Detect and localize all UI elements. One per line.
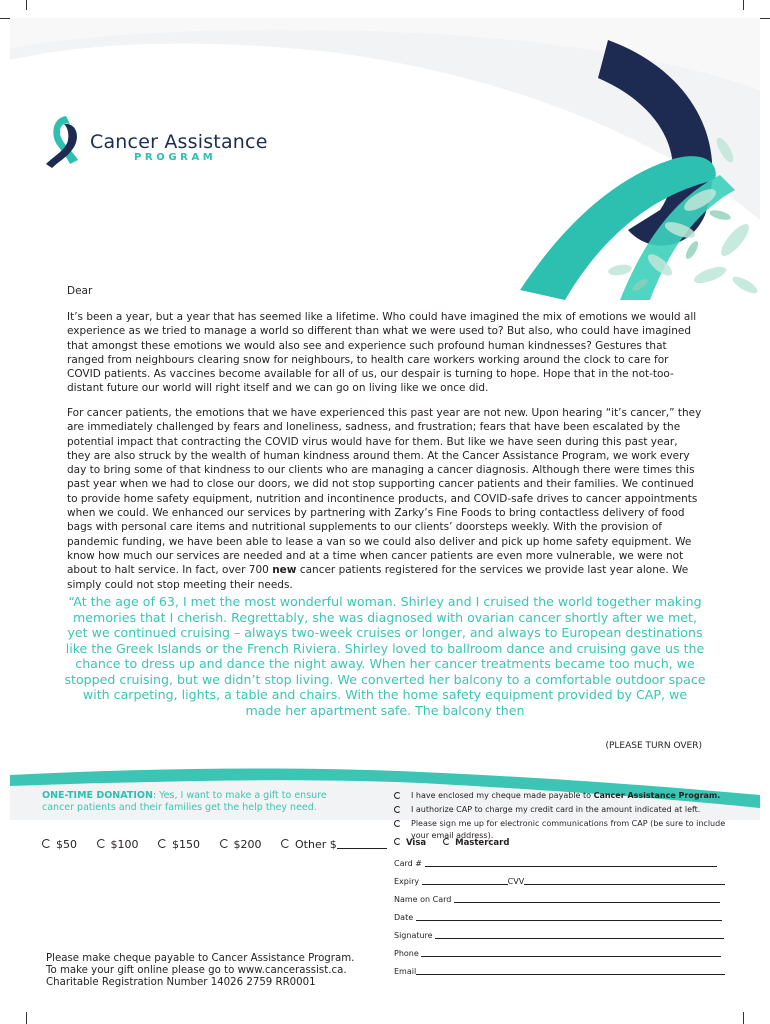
- expiry-field[interactable]: [394, 876, 725, 886]
- field-label: Date: [394, 913, 414, 922]
- radio-icon: [97, 839, 106, 848]
- cheque-line: Please make cheque payable to Cancer Assistance Program.: [46, 953, 355, 964]
- amount-label: $50: [56, 838, 77, 851]
- logo: [90, 131, 268, 163]
- crop-mark: [26, 1012, 27, 1024]
- amount-option-100[interactable]: [97, 838, 139, 851]
- option-label: I have enclosed my cheque made payable to: [411, 791, 592, 800]
- amount-option-other[interactable]: [281, 838, 387, 851]
- salutation: Dear: [67, 285, 93, 297]
- card-label: Visa: [406, 838, 427, 848]
- ribbon-icon: [44, 112, 88, 172]
- field-label: Signature: [394, 931, 433, 940]
- radio-icon: [42, 839, 51, 848]
- cvv-label: CVV: [507, 877, 525, 886]
- radio-icon: [158, 839, 167, 848]
- field-line: [422, 876, 508, 885]
- field-label: Email: [394, 967, 417, 976]
- field-line: [454, 894, 720, 903]
- card-number-field[interactable]: [394, 858, 717, 868]
- donation-text: : Yes, I want to make a gift to ensure cancer patients and their families get the help they need.: [42, 790, 327, 813]
- testimonial-quote: “At the age of 63, I met the most wonderful woman. Shirley and I cruised the world together making memories that I cherish. Regrettably, she was diagnosed with ovarian cancer shortly after we met, yet we continued cruising – always two-week cruises or longer, and always to European destinations like the Greek Islands or the French Riviera. Shirley loved to ballroom dance and cruising gave us the chance to dress up and dance the night away. When her cancer treatments became too much, we stopped cruising, but we didn’t stop living. We converted her balcony to a comfortable outdoor space with carpeting, lights, a table and chairs. With the home safety equipment provided by CAP, we made her apartment safe. The balcony then: [64, 594, 706, 718]
- amount-label: $150: [172, 838, 200, 851]
- field-line: [435, 930, 724, 939]
- field-line: [425, 858, 717, 867]
- paragraph-text: [67, 406, 703, 592]
- turn-over-note: (PLEASE TURN OVER): [605, 741, 702, 751]
- signature-field[interactable]: [394, 930, 724, 940]
- amount-option-50[interactable]: [42, 838, 77, 851]
- paragraph-text: It’s been a year, but a year that has seemed like a lifetime. Who could have imagined the mix of emotions we would all experience as we tried to manage a world so different than what we were used to? But also, who could have imagined that amongst these emotions we would also see and experience such profound human kindnesses? Gestures that ranged from neighbours clearing snow for neighbours, to health care workers working around the clock to care for COVID patients. As vaccines become available for all of us, our despair is turning to hope. Hope that in the not-too-distant future our world will right itself and we can go on living like we once did.: [67, 311, 697, 395]
- option-label: I authorize CAP to charge my credit card in the amount indicated at left.: [411, 805, 701, 815]
- amount-option-200[interactable]: [220, 838, 262, 851]
- amount-label: Other $: [295, 838, 337, 851]
- bold-word: new: [272, 564, 297, 577]
- card-label: Mastercard: [455, 838, 510, 848]
- email-field[interactable]: [394, 966, 725, 976]
- field-line: [416, 966, 725, 975]
- logo-title: Cancer Assistance: [90, 131, 268, 153]
- field-label: Expiry: [394, 877, 420, 886]
- radio-icon: [394, 838, 401, 845]
- logo-subtitle: PROGRAM: [134, 152, 217, 163]
- payment-options: [394, 790, 734, 844]
- radio-icon: [394, 792, 401, 799]
- donation-intro: [42, 790, 352, 814]
- amount-options: [42, 838, 403, 851]
- radio-icon: [443, 838, 450, 845]
- radio-icon: [394, 806, 401, 813]
- letter-paragraph-1: [67, 310, 703, 396]
- option-label: Please sign me up for electronic communications from CAP (be sure to include your email address).: [411, 819, 726, 840]
- field-line: [421, 948, 721, 957]
- option-credit-card[interactable]: [394, 804, 734, 815]
- radio-icon: [394, 820, 401, 827]
- donation-heading: ONE-TIME DONATION: [42, 790, 153, 801]
- name-on-card-field[interactable]: [394, 894, 720, 904]
- option-bold: Cancer Assistance Program.: [593, 791, 721, 800]
- amount-label: $100: [110, 838, 139, 851]
- cheque-line: Charitable Registration Number 14026 2759 RR0001: [46, 977, 316, 989]
- field-line: [416, 912, 722, 921]
- field-line: [524, 876, 725, 885]
- phone-field[interactable]: [394, 948, 721, 958]
- paragraph-end: cancer patients registered for the services we provide last year alone. We simply could not stop meeting their needs.: [67, 564, 689, 591]
- cheque-line: To make your gift online please go to www.cancerassist.ca.: [46, 965, 347, 977]
- date-field[interactable]: [394, 912, 722, 922]
- card-visa[interactable]: [394, 838, 426, 848]
- field-label: Card #: [394, 859, 422, 868]
- letter-paragraph-2: [67, 406, 703, 592]
- option-cheque[interactable]: [394, 790, 734, 801]
- card-mastercard[interactable]: [443, 838, 509, 848]
- amount-label: $200: [233, 838, 262, 851]
- radio-icon: [220, 839, 229, 848]
- paragraph-start: For cancer patients, the emotions that we have experienced this past year are not new. Upon hearing “it’s cancer,” they are immediately challenged by fears and loneliness, sadness, and frustration; fears that have been escalated by the potential impact that contracting the COVID virus would have for them. But like we have seen during this past year, they are also struck by the wealth of human kindness around them. At the Cancer Assistance Program, we work every day to bring some of that kindness to our clients who are managing a cancer diagnosis. Although there were times this past year when we had to close our doors, we did not stop supporting cancer patients and their families. We continued to provide home safety equipment, nutrition and incontinence products, and COVID-safe drives to cancer appointments when we could. We enhanced our services by partnering with Zarky’s Fine Foods to bring contactless delivery of food bags with personal care items and nutritional supplements to our clients’ doorsteps weekly. With the provision of pandemic funding, we have been able to lease a van so we could also deliver and pick up home safety equipment. We know how much our services are needed and at a time when cancer patients are even more vulnerable, we were not about to halt service. In fact, over 700: [67, 407, 702, 577]
- card-types: [394, 838, 509, 848]
- field-label: Name on Card: [394, 895, 452, 904]
- field-label: Phone: [394, 949, 419, 958]
- cheque-info: [46, 953, 354, 990]
- crop-mark: [743, 1012, 744, 1024]
- radio-icon: [281, 839, 290, 848]
- amount-option-150[interactable]: [158, 838, 200, 851]
- other-amount-field[interactable]: [337, 840, 387, 849]
